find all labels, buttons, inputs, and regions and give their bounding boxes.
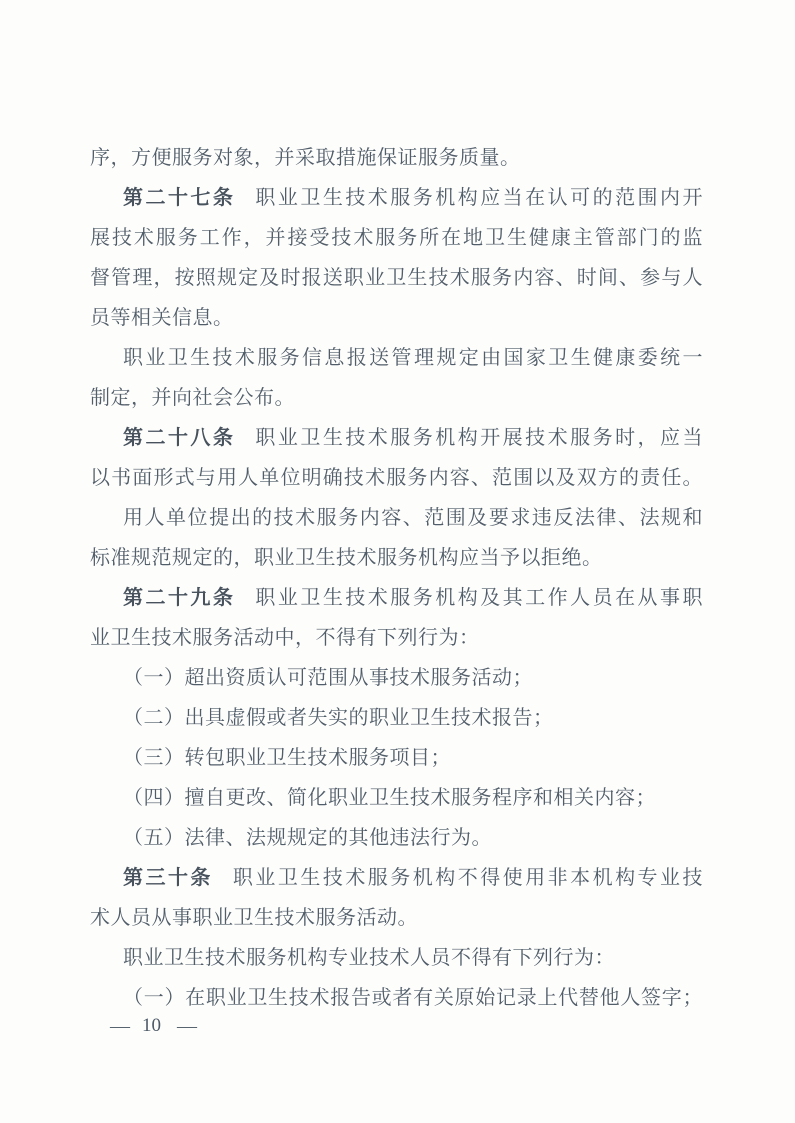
page-number: 10 bbox=[142, 1015, 161, 1036]
line-text: 员等相关信息。 bbox=[90, 307, 234, 329]
document-line-article-30 bbox=[90, 858, 703, 898]
document-line bbox=[90, 898, 703, 938]
line-text: （五）法律、法规规定的其他违法行为。 bbox=[123, 827, 492, 849]
document-line bbox=[90, 218, 703, 258]
article-number: 第二十九条 bbox=[123, 587, 236, 609]
line-text: （一）在职业卫生技术报告或者有关原始记录上代替他人签字； bbox=[123, 987, 703, 1009]
line-text: 以书面形式与用人单位明确技术服务内容、范围以及双方的责任。 bbox=[90, 467, 703, 489]
document-line bbox=[90, 458, 703, 498]
document-body bbox=[90, 138, 703, 1018]
page-footer bbox=[110, 1010, 197, 1042]
line-text: 职业卫生技术服务机构应当在认可的范围内开 bbox=[255, 187, 703, 209]
article-number: 第二十八条 bbox=[123, 427, 236, 449]
document-line-article-29 bbox=[90, 578, 703, 618]
document-line bbox=[90, 378, 703, 418]
line-text: 职业卫生技术服务机构不得使用非本机构专业技 bbox=[232, 867, 703, 889]
article-number: 第三十条 bbox=[123, 867, 213, 889]
document-line bbox=[90, 938, 703, 978]
document-line bbox=[90, 138, 703, 178]
document-list-item-5 bbox=[90, 818, 703, 858]
document-line bbox=[90, 298, 703, 338]
line-text: （二）出具虚假或者失实的职业卫生技术报告； bbox=[123, 707, 554, 729]
line-text: 职业卫生技术服务信息报送管理规定由国家卫生健康委统一 bbox=[123, 347, 703, 369]
line-text: 标准规范规定的，职业卫生技术服务机构应当予以拒绝。 bbox=[90, 547, 603, 569]
footer-dash-right: — bbox=[177, 1015, 197, 1037]
line-text: 术人员从事职业卫生技术服务活动。 bbox=[90, 907, 418, 929]
line-text: （一）超出资质认可范围从事技术服务活动； bbox=[123, 667, 533, 689]
document-list-item-2 bbox=[90, 698, 703, 738]
line-text: 序，方便服务对象，并采取措施保证服务质量。 bbox=[90, 147, 521, 169]
line-text: 展技术服务工作，并接受技术服务所在地卫生健康主管部门的监 bbox=[90, 227, 703, 249]
article-number: 第二十七条 bbox=[123, 187, 236, 209]
document-list-item-1 bbox=[90, 658, 703, 698]
line-text: 制定，并向社会公布。 bbox=[90, 387, 295, 409]
line-text: （四）擅自更改、简化职业卫生技术服务程序和相关内容； bbox=[123, 787, 656, 809]
footer-dash-left: — bbox=[110, 1015, 130, 1037]
document-list-item-4 bbox=[90, 778, 703, 818]
document-line bbox=[90, 538, 703, 578]
line-text: 职业卫生技术服务机构开展技术服务时，应当 bbox=[255, 427, 703, 449]
document-line bbox=[90, 498, 703, 538]
document-list-item-3 bbox=[90, 738, 703, 778]
document-line bbox=[90, 258, 703, 298]
document-line-article-28 bbox=[90, 418, 703, 458]
line-text: 职业卫生技术服务机构及其工作人员在从事职 bbox=[255, 587, 703, 609]
document-line bbox=[90, 338, 703, 378]
line-text: （三）转包职业卫生技术服务项目； bbox=[123, 747, 451, 769]
line-text: 职业卫生技术服务机构专业技术人员不得有下列行为： bbox=[123, 947, 615, 969]
document-line bbox=[90, 618, 703, 658]
line-text: 业卫生技术服务活动中，不得有下列行为： bbox=[90, 627, 480, 649]
document-line-article-27 bbox=[90, 178, 703, 218]
line-text: 用人单位提出的技术服务内容、范围及要求违反法律、法规和 bbox=[123, 507, 703, 529]
line-text: 督管理，按照规定及时报送职业卫生技术服务内容、时间、参与人 bbox=[90, 267, 703, 289]
